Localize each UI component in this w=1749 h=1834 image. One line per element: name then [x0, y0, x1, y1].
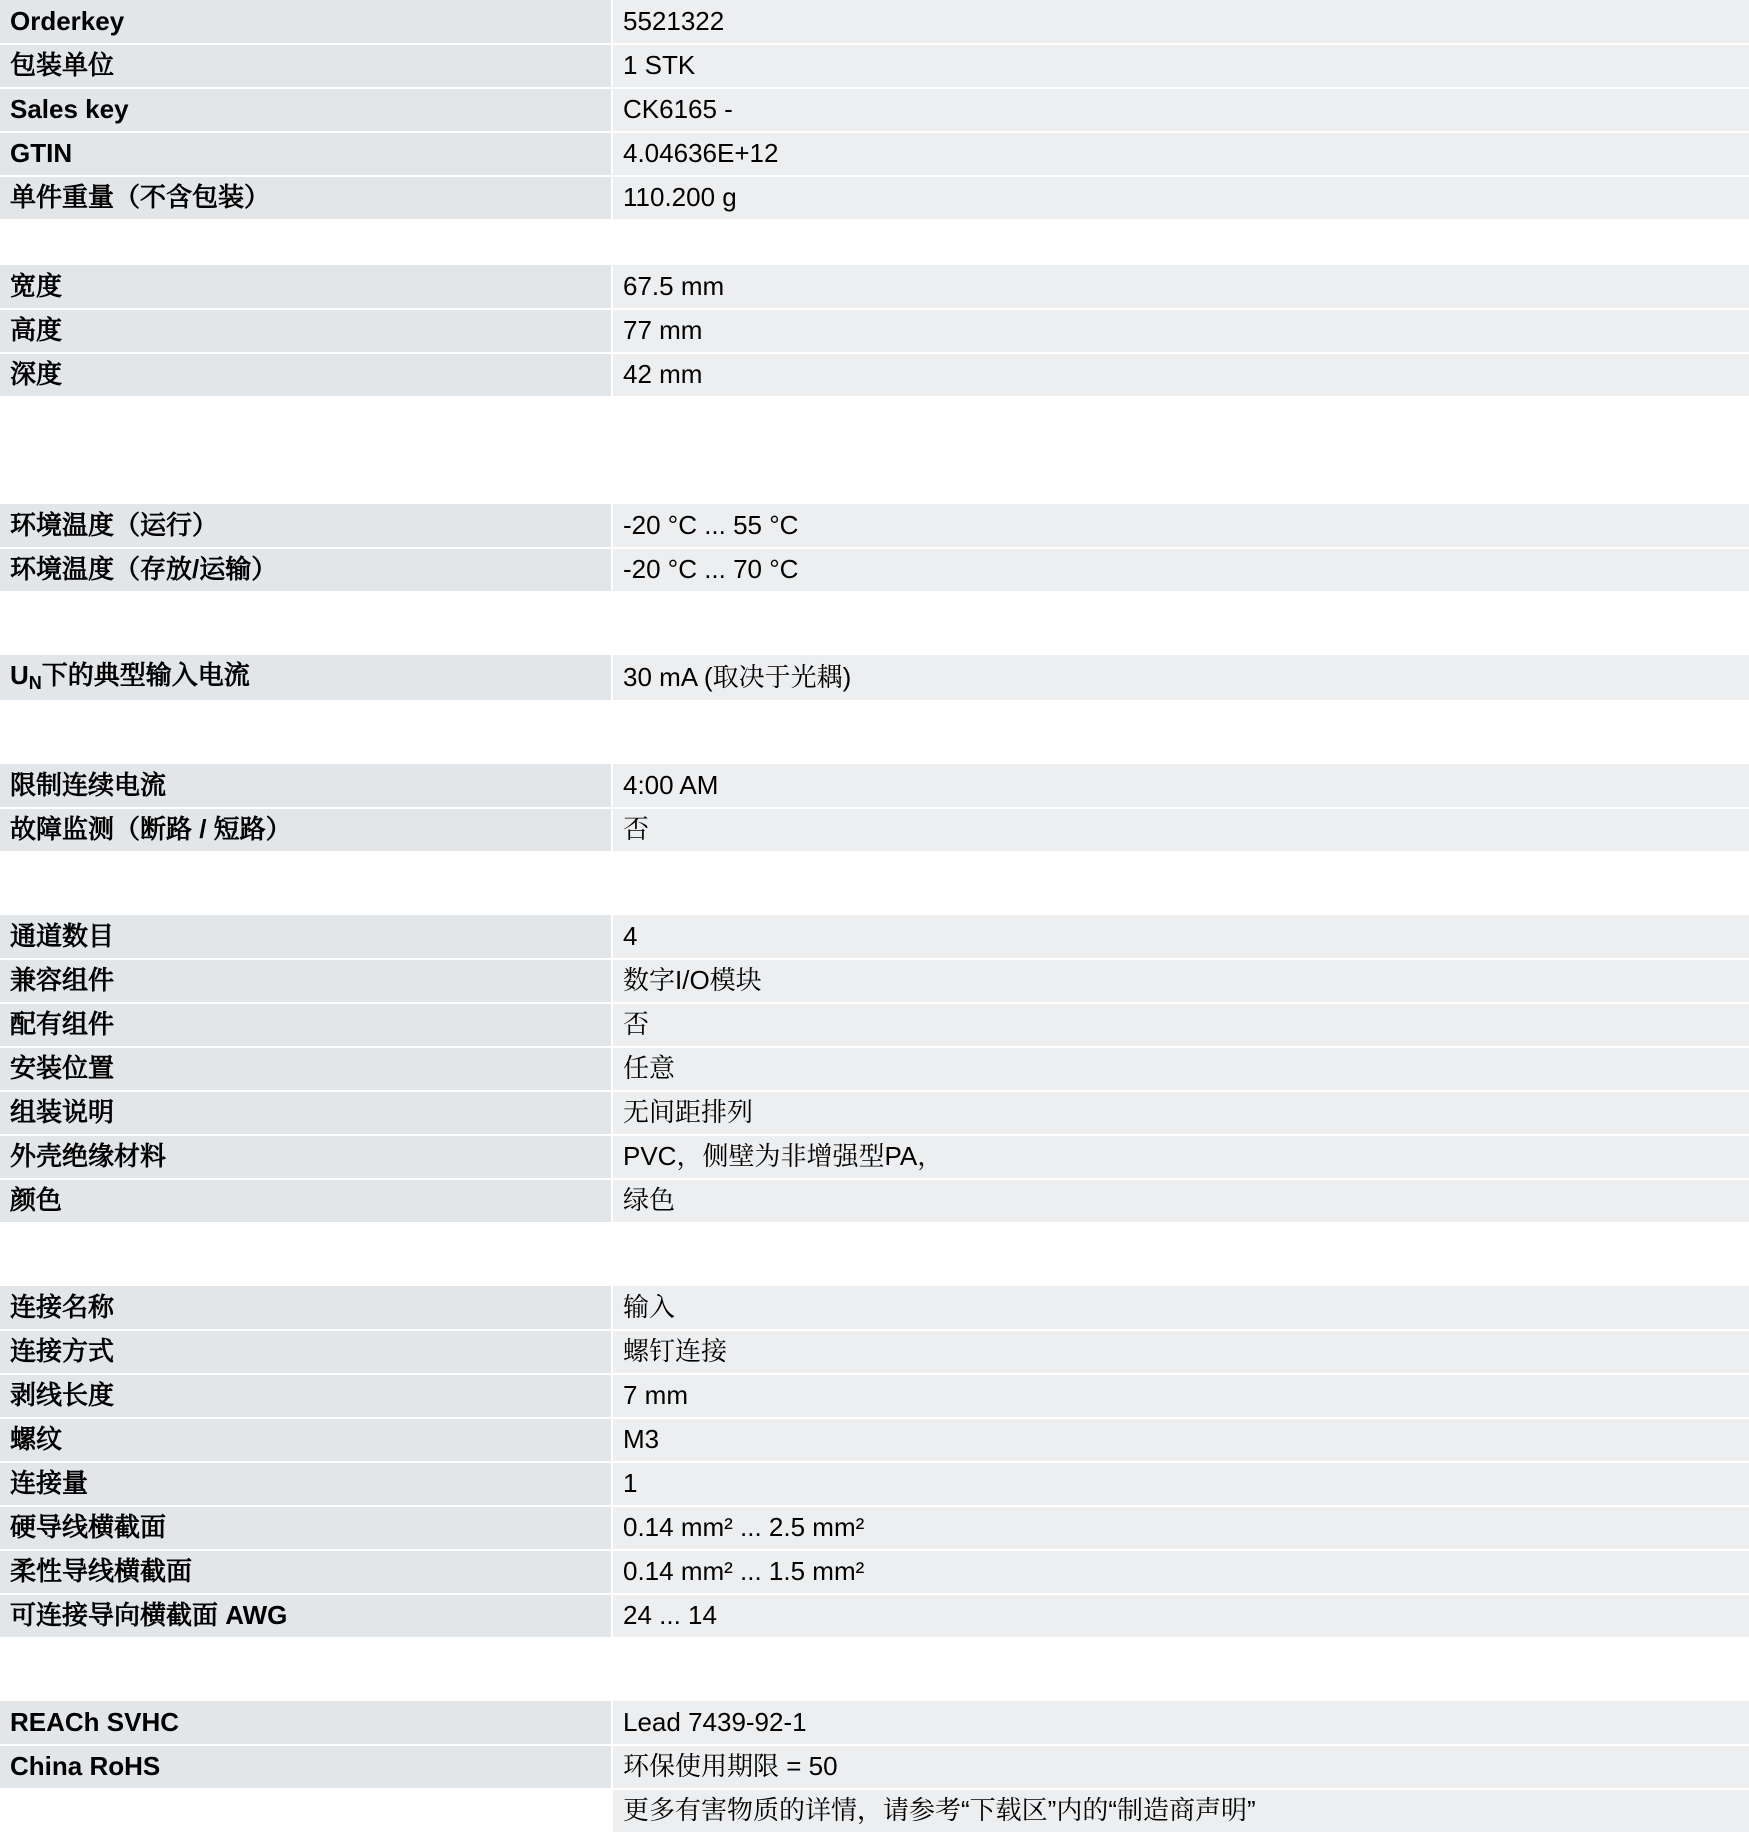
table-row	[0, 176, 1749, 220]
row-key: 单件重量（不含包装）	[0, 176, 612, 220]
row-value: PVC，侧壁为非增强型PA，	[612, 1135, 1749, 1179]
row-value: 输入	[612, 1286, 1749, 1330]
table-row	[0, 1594, 1749, 1638]
row-key: 硬导线横截面	[0, 1506, 612, 1550]
table-row	[0, 88, 1749, 132]
row-value: CK6165 -	[612, 88, 1749, 132]
row-key: 组装说明	[0, 1091, 612, 1135]
row-value: 否	[612, 1003, 1749, 1047]
row-value: 数字I/O模块	[612, 959, 1749, 1003]
table-row	[0, 1462, 1749, 1506]
table-row	[0, 1047, 1749, 1091]
row-value: 否	[612, 808, 1749, 852]
row-key: 连接量	[0, 1462, 612, 1506]
table-row	[0, 1179, 1749, 1223]
group-spacer	[0, 460, 1749, 504]
row-key: Sales key	[0, 88, 612, 132]
row-value: 5521322	[612, 0, 1749, 44]
spec-group-dimensions	[0, 265, 1749, 398]
row-key-suffix: 下的典型输入电流	[41, 660, 250, 690]
table-row	[0, 1745, 1749, 1789]
row-key: 故障监测（断路 / 短路）	[0, 808, 612, 852]
row-key: 限制连续电流	[0, 764, 612, 808]
table-row	[0, 1330, 1749, 1374]
row-key: 宽度	[0, 265, 612, 309]
row-key: China RoHS	[0, 1745, 612, 1789]
row-key: 通道数目	[0, 915, 612, 959]
table-row	[0, 764, 1749, 808]
row-value: 30 mA (取决于光耦)	[612, 655, 1749, 701]
row-key: 环境温度（存放/运输）	[0, 548, 612, 592]
row-key: 深度	[0, 353, 612, 397]
row-value: 67.5 mm	[612, 265, 1749, 309]
row-value: 任意	[612, 1047, 1749, 1091]
row-value: 42 mm	[612, 353, 1749, 397]
spec-group-current-limits	[0, 764, 1749, 853]
row-key-subscript: N	[28, 673, 42, 693]
group-spacer	[0, 398, 1749, 460]
row-value: 4	[612, 915, 1749, 959]
row-key	[0, 655, 612, 701]
table-row	[0, 915, 1749, 959]
spec-group-ambient-temperature	[0, 504, 1749, 593]
row-key: 连接方式	[0, 1330, 612, 1374]
row-value: 0.14 mm² ... 2.5 mm²	[612, 1506, 1749, 1550]
group-spacer	[0, 593, 1749, 655]
group-spacer	[0, 1224, 1749, 1286]
row-value: 4:00 AM	[612, 764, 1749, 808]
row-value: -20 °C ... 70 °C	[612, 548, 1749, 592]
table-row	[0, 1003, 1749, 1047]
row-key: 外壳绝缘材料	[0, 1135, 612, 1179]
row-key: 可连接导向横截面 AWG	[0, 1594, 612, 1638]
row-key: 环境温度（运行）	[0, 504, 612, 548]
row-key: 包装单位	[0, 44, 612, 88]
table-row	[0, 548, 1749, 592]
row-value: 4.04636E+12	[612, 132, 1749, 176]
row-key: 螺纹	[0, 1418, 612, 1462]
table-row	[0, 309, 1749, 353]
spec-group-general	[0, 915, 1749, 1224]
row-value: 1	[612, 1462, 1749, 1506]
table-row	[0, 1374, 1749, 1418]
row-key-prefix: U	[10, 660, 29, 690]
row-key: 高度	[0, 309, 612, 353]
spec-group-compliance	[0, 1701, 1749, 1834]
row-key: 柔性导线横截面	[0, 1550, 612, 1594]
row-key: Orderkey	[0, 0, 612, 44]
group-spacer	[0, 702, 1749, 764]
row-key: 连接名称	[0, 1286, 612, 1330]
table-row	[0, 959, 1749, 1003]
table-row	[0, 504, 1749, 548]
row-key: 兼容组件	[0, 959, 612, 1003]
row-value: 24 ... 14	[612, 1594, 1749, 1638]
table-row	[0, 353, 1749, 397]
table-row	[0, 0, 1749, 44]
spec-group-commercial	[0, 0, 1749, 221]
row-value: 7 mm	[612, 1374, 1749, 1418]
row-value: 1 STK	[612, 44, 1749, 88]
row-value: M3	[612, 1418, 1749, 1462]
spec-group-input-current	[0, 655, 1749, 702]
row-value: 110.200 g	[612, 176, 1749, 220]
table-row	[0, 265, 1749, 309]
spec-group-connection	[0, 1286, 1749, 1639]
row-key: REACh SVHC	[0, 1701, 612, 1745]
table-row	[0, 1506, 1749, 1550]
row-value: -20 °C ... 55 °C	[612, 504, 1749, 548]
group-spacer	[0, 853, 1749, 915]
row-key: GTIN	[0, 132, 612, 176]
row-value: Lead 7439-92-1	[612, 1701, 1749, 1745]
table-row	[0, 132, 1749, 176]
row-value: 77 mm	[612, 309, 1749, 353]
row-key-empty	[0, 1789, 612, 1833]
row-value: 无间距排列	[612, 1091, 1749, 1135]
table-row	[0, 44, 1749, 88]
row-value: 螺钉连接	[612, 1330, 1749, 1374]
table-row	[0, 808, 1749, 852]
row-value: 0.14 mm² ... 1.5 mm²	[612, 1550, 1749, 1594]
table-row	[0, 1701, 1749, 1745]
table-row	[0, 1286, 1749, 1330]
table-row	[0, 655, 1749, 701]
row-key: 配有组件	[0, 1003, 612, 1047]
table-row	[0, 1135, 1749, 1179]
row-value: 环保使用期限 = 50	[612, 1745, 1749, 1789]
table-row	[0, 1550, 1749, 1594]
row-value-note: 更多有害物质的详情，请参考“下载区”内的“制造商声明”	[612, 1789, 1749, 1833]
table-row-note	[0, 1789, 1749, 1833]
row-key: 剥线长度	[0, 1374, 612, 1418]
row-key: 安装位置	[0, 1047, 612, 1091]
row-key: 颜色	[0, 1179, 612, 1223]
table-row	[0, 1091, 1749, 1135]
group-spacer	[0, 1639, 1749, 1701]
group-spacer	[0, 221, 1749, 265]
row-value: 绿色	[612, 1179, 1749, 1223]
table-row	[0, 1418, 1749, 1462]
